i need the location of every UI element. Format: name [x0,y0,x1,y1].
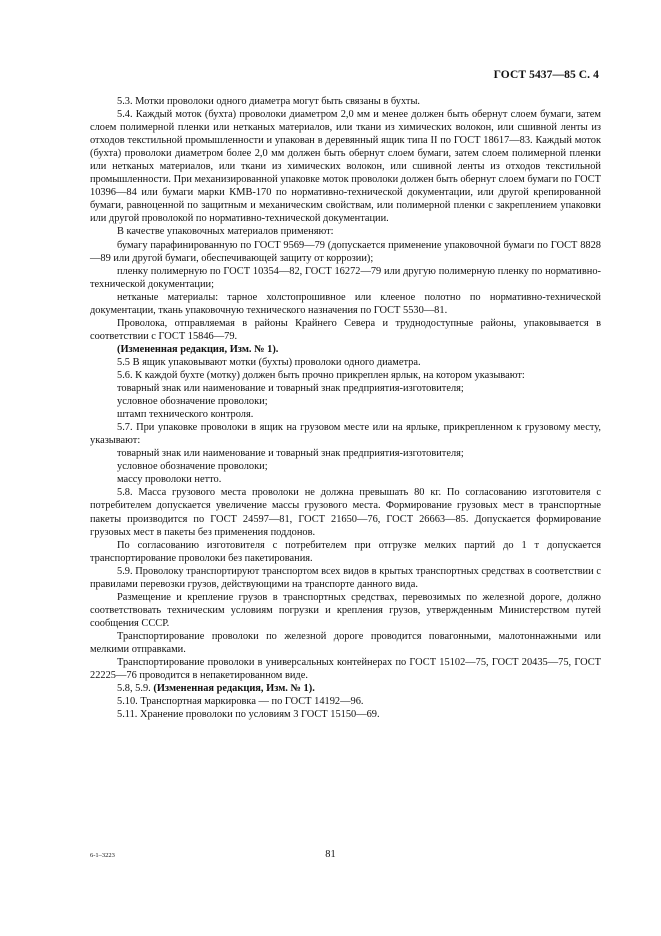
amendment-clauses: 5.8, 5.9. [117,683,151,695]
amendment-note-5-8-5-9 [90,682,601,695]
packaging-material-film: пленку полимерную по ГОСТ 10354—82, ГОСТ 16272—79 или другую полимерную пленку по нормативно-технической документации; [90,265,601,290]
document-body [90,95,601,721]
label-item-designation: условное обозначение проволоки; [117,396,268,408]
clause-5-3: 5.3. Мотки проволоки одного диаметра могут быть связаны в бухты. [117,96,421,107]
print-code: 6-1–3223 [90,852,115,859]
clause-5-11: 5.11. Хранение проволоки по условиям 3 ГОСТ 15150—69. [117,709,380,721]
clause-5-7: 5.7. При упаковке проволоки в ящик на грузовом месте или на ярлыке, прикрепленном к грузовому месту, указывают: [90,422,601,447]
document-header: ГОСТ 5437—85 С. 4 [493,69,599,81]
label-item-stamp: штамп технического контроля. [117,409,254,421]
far-north-packaging: Проволока, отправляемая в районы Крайнего Севера и труднодоступные районы, упаковывается в соответствии с ГОСТ 15846—79. [90,317,601,342]
clause-5-4: 5.4. Каждый моток (бухта) проволоки диаметром 2,0 мм и менее должен быть обернут слоем бумаги, затем слоем полимерной пленки или нетканых материалов, или ткани из химических волокон, или сшивной ленты из отходов текстильной промышленности и упакован в деревянный ящик типа II по ГОСТ 18617—83. Каждый моток (бухта) проволоки диаметром более 2,0 мм должен быть обернут слоем бумаги, затем слоем полимерной пленки или нетканых материалов, или ткани из химических волокон, или сшивной ленты из отходов текстильной промышленности. При механизированной упаковке моток проволоки должен быть обернут слоем бумаги по ГОСТ 10396—84 или бумаги марки КМВ-170 по нормативно-технической документации, или другой крепированной бумаги, равноценной по защитным и механическим свойствам, или полимерной пленки с закреплением упаковки или другой проволокой по нормативно-технической документации. [90,109,601,225]
cargo-item-trademark: товарный знак или наименование и товарный знак предприятия-изготовителя; [117,448,464,460]
packaging-material-paper: бумагу парафинированную по ГОСТ 9569—79 (допускается применение упаковочной бумаги по ГОСТ 8828—89 или другой бумаги, обеспечивающей защиту от коррозии); [90,239,601,264]
clause-5-6: 5.6. К каждой бухте (мотку) должен быть прочно прикреплен ярлык, на котором указывают: [117,369,525,381]
packaging-material-nonwoven: нетканые материалы: тарное холстопрошивное или клееное полотно по нормативно-технической документации, ткань упаковочную технического назначения по ГОСТ 5530—81. [90,291,601,316]
clause-5-10: 5.10. Транспортная маркировка — по ГОСТ 14192—96. [117,696,364,708]
clause-5-8: 5.8. Масса грузового места проволоки не должна превышать 80 кг. По согласованию изготовителя с потребителем допускается увеличение массы грузового места. Формирование грузовых мест в транспортные пакеты производится по ГОСТ 24597—81, ГОСТ 21650—76, ГОСТ 26663—85. Допускается формирование грузовых мест в пакеты без применения поддонов. [90,487,601,538]
cargo-placement: Размещение и крепление грузов в транспортных средствах, перевозимых по железной дороге, должно соответствовать техническим условиям погрузки и крепления грузов, утвержденным Министерством путей сообщения СССР. [90,591,601,629]
packaging-materials-intro: В качестве упаковочных материалов применяют: [117,226,334,238]
cargo-item-net-mass: массу проволоки нетто. [117,474,222,486]
page-number: 81 [325,849,336,860]
amendment-note: (Измененная редакция, Изм. № 1). [117,343,279,355]
amendment-label: (Измененная редакция, Изм. № 1). [153,683,315,695]
cargo-item-designation: условное обозначение проволоки; [117,461,268,473]
clause-5-9: 5.9. Проволоку транспортируют транспортом всех видов в крытых транспортных средствах в соответствии с правилами перевозки грузов, действующими на транспорте данного вида. [90,565,601,590]
rail-transport: Транспортирование проволоки по железной дороге проводится повагонными, малотоннажными или мелкими отправками. [90,630,601,655]
clause-5-5: 5.5 В ящик упаковывают мотки (бухты) проволоки одного диаметра. [117,356,421,368]
label-item-trademark: товарный знак или наименование и товарный знак предприятия-изготовителя; [117,383,464,395]
container-transport: Транспортирование проволоки в универсальных контейнерах по ГОСТ 15102—75, ГОСТ 20435—75, ГОСТ 22225—76 проводится в непакетированном виде. [90,657,601,682]
small-batch-note: По согласованию изготовителя с потребителем при отгрузке мелких партий до 1 т допускается транспортирование проволоки без пакетирования. [90,539,601,564]
